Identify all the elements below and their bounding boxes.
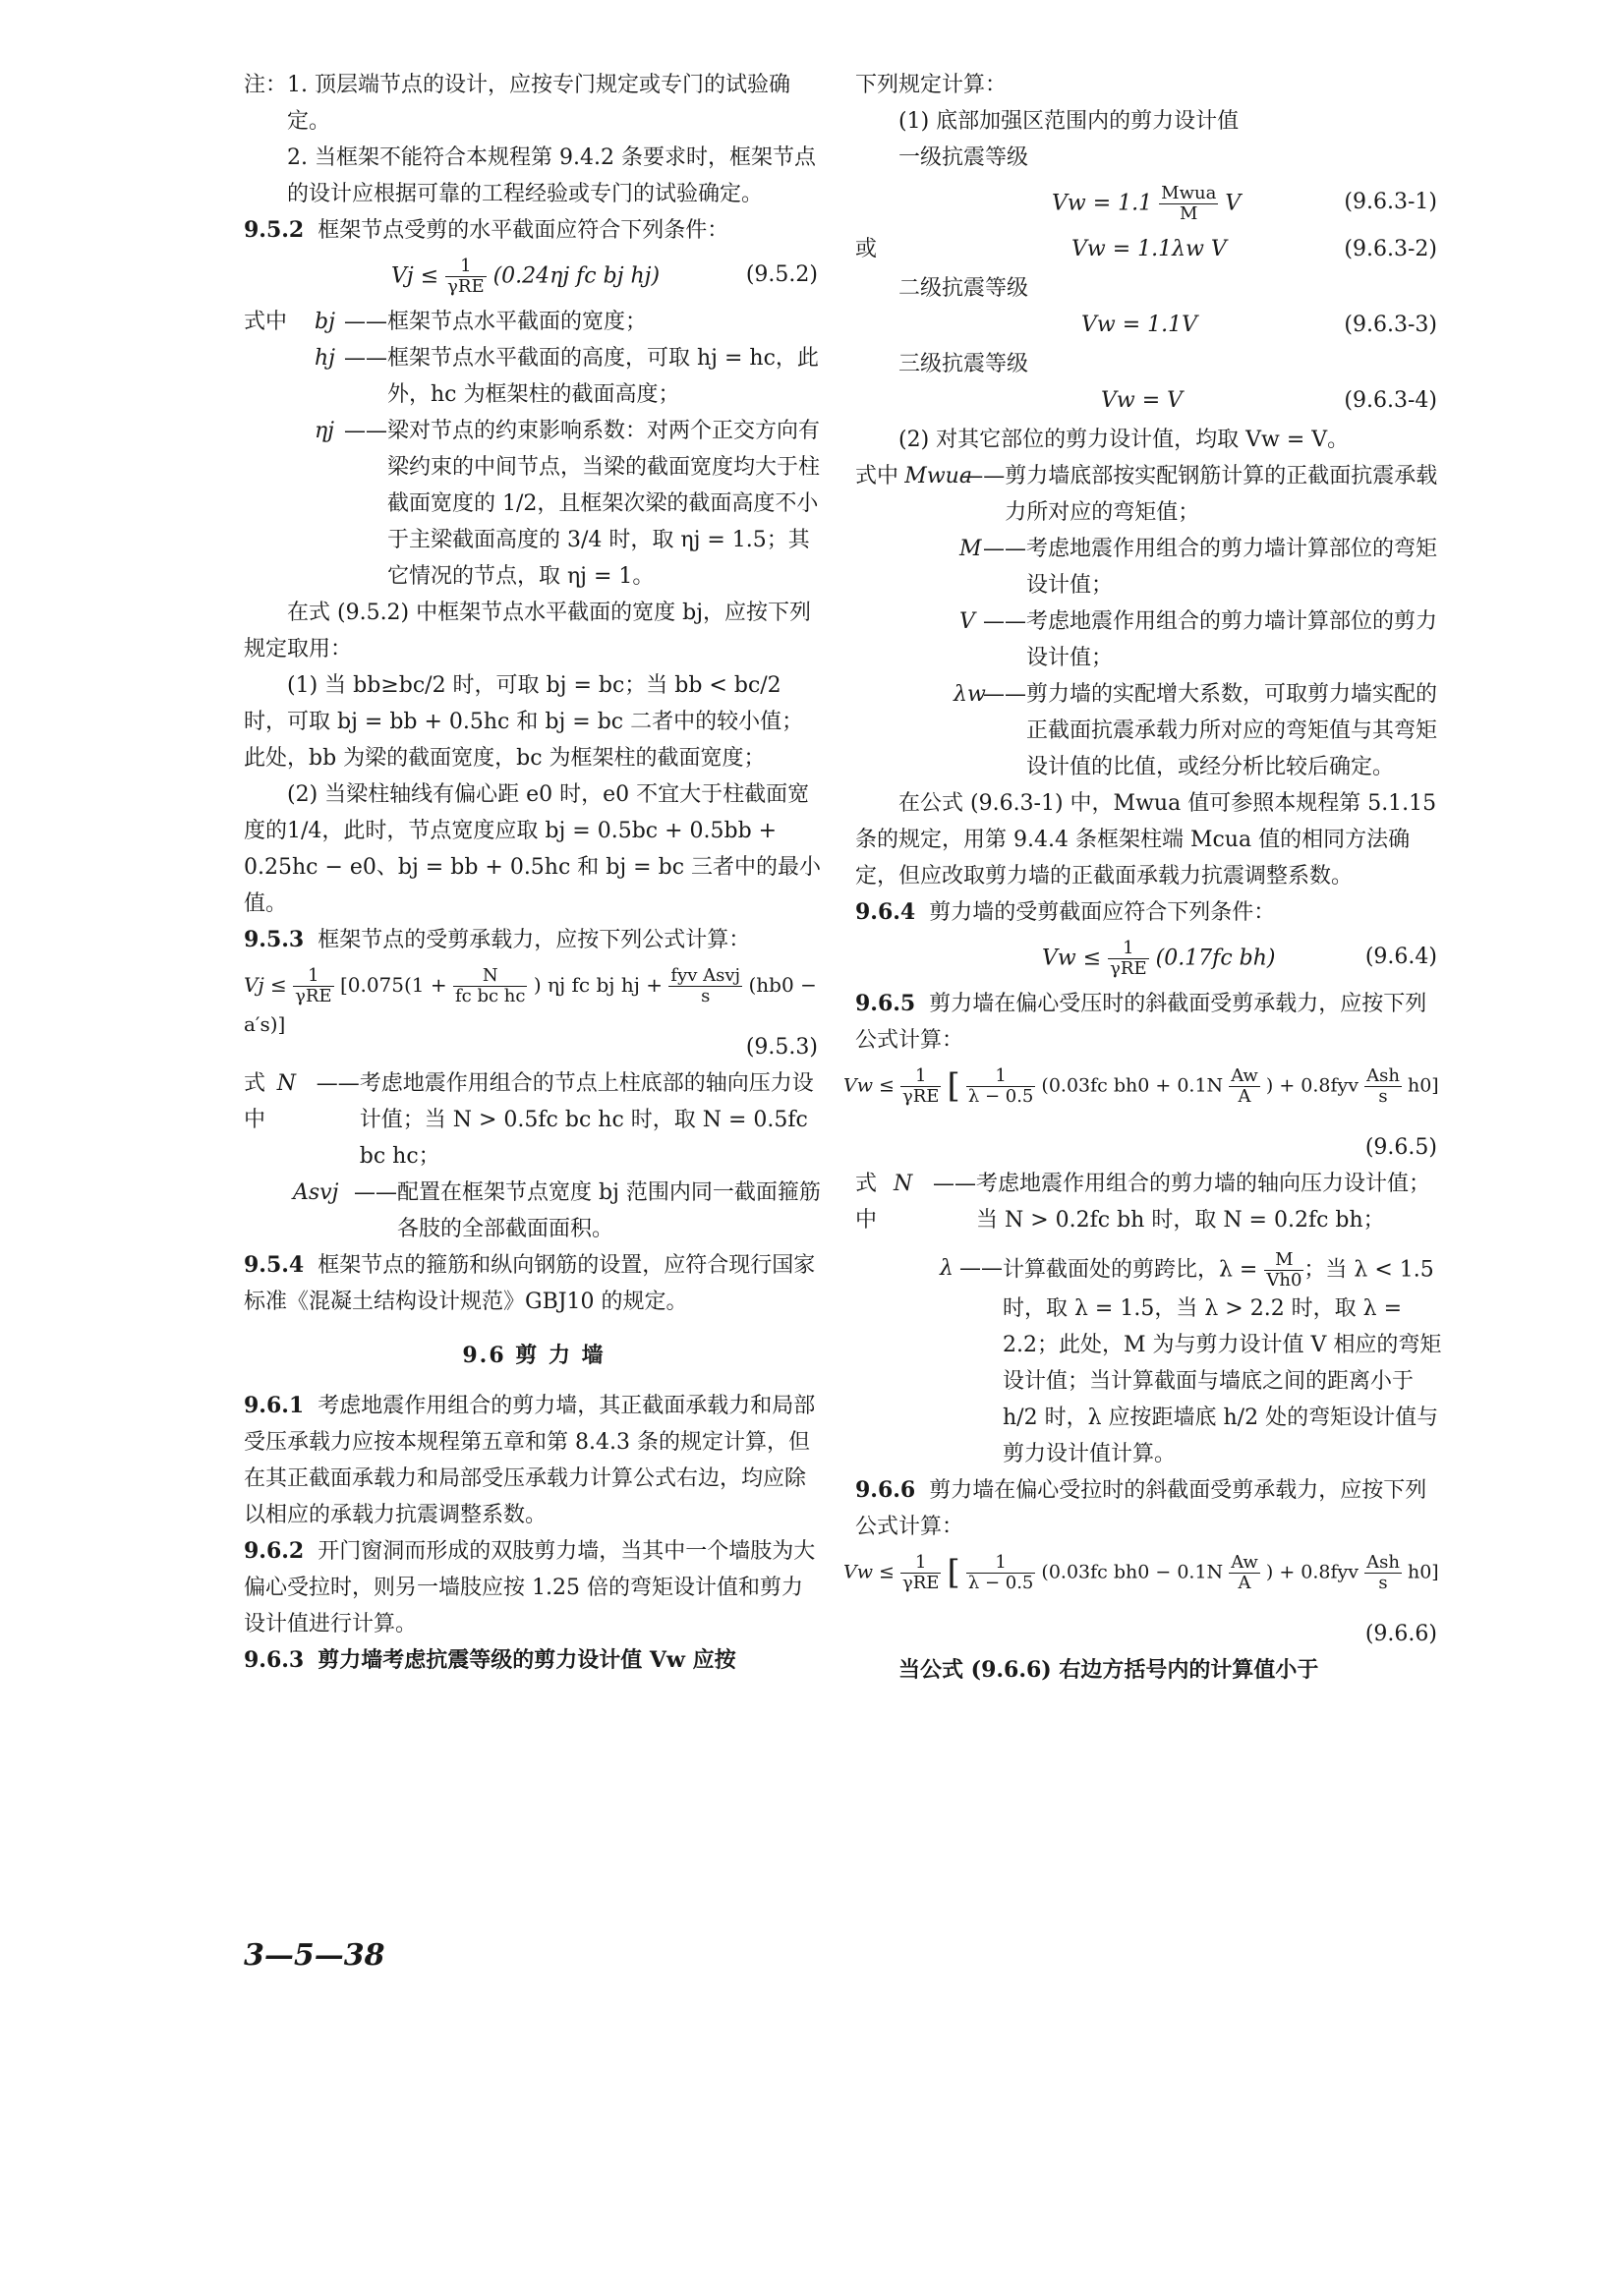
definition-v: V —— 考虑地震作用组合的剪力墙计算部位的剪力设计值；	[855, 603, 1443, 676]
clause-text: 剪力墙的受剪截面应符合下列条件：	[929, 900, 1276, 925]
fraction-denominator: λ − 0.5	[967, 1573, 1034, 1593]
fraction	[1229, 1553, 1260, 1593]
equation-part: h0]	[1407, 1561, 1439, 1583]
fraction-numerator: Aw	[1231, 1065, 1258, 1086]
equation-part: h0]	[1407, 1074, 1439, 1097]
fraction	[668, 966, 742, 1006]
grade-3-label: 三级抗震等级	[898, 352, 1029, 376]
equation-number: (9.6.5)	[1364, 1135, 1437, 1160]
fraction	[1264, 1250, 1303, 1291]
fraction	[293, 966, 333, 1006]
fraction	[966, 1066, 1036, 1107]
clause-text: 框架节点受剪的水平截面应符合下列条件：	[318, 218, 729, 243]
fraction-denominator: A	[1238, 1573, 1251, 1593]
definition-text: 考虑地震作用组合的剪力墙计算部位的剪力设计值；	[1026, 609, 1438, 670]
clause-text: 考虑地震作用组合的剪力墙，其正截面承载力和局部受压承载力应按本规程第五章和第 8.4.3 条的规定计算，但在其正截面承载力和局部受压承载力计算公式右边，均应除以相应的承载力抗震调整系数。	[244, 1394, 816, 1527]
fraction	[1229, 1066, 1260, 1107]
symbol: ηj	[315, 419, 335, 443]
symbol: N	[276, 1071, 297, 1096]
note-label: 注：	[244, 73, 288, 97]
grade-1-label: 一级抗震等级	[898, 145, 1029, 170]
equation-9-6-4	[855, 931, 1443, 986]
fraction-denominator: γRE	[902, 1086, 940, 1107]
clause-9-6-3	[244, 1642, 824, 1679]
equation-number: (9.6.4)	[1364, 945, 1437, 969]
symbol: N	[893, 1172, 913, 1196]
equation-number: (9.6.3-3)	[1344, 313, 1437, 337]
fraction	[900, 1066, 941, 1107]
fraction-denominator: s	[701, 986, 711, 1006]
clause-number: 9.5.2	[244, 217, 305, 243]
list-item-2: (2) 当梁柱轴线有偏心距 e0 时，e0 不宜大于柱截面宽度的1/4，此时，节点宽度应取 bj = 0.5bc + 0.5bb + 0.25hc − e0、bj = bb + 0.5hc 和 bj = bc 三者中的最小值。	[244, 782, 822, 916]
clause-text: 剪力墙在偏心受压时的斜截面受剪承载力，应按下列公式计算：	[855, 992, 1427, 1053]
where-label: 式中	[855, 1172, 878, 1233]
fraction	[445, 257, 486, 297]
fraction	[966, 1553, 1036, 1593]
equation-part: (0.03fc bh0 − 0.1N	[1041, 1561, 1224, 1583]
clause-number: 9.6.5	[855, 991, 916, 1016]
definition-mwua: 式中 Mwua —— 剪力墙底部按实配钢筋计算的正截面抗震承载力所对应的弯矩值；	[855, 458, 1443, 531]
note-item-1: 1. 顶层端节点的设计，应按专门规定或专门的试验确定。	[287, 73, 791, 134]
equation-number: (9.5.2)	[745, 262, 818, 287]
clause-number: 9.5.3	[244, 927, 305, 952]
fraction-denominator: γRE	[1110, 958, 1147, 979]
equation-part: (0.03fc bh0 + 0.1N	[1041, 1074, 1224, 1097]
list-item-1: (1) 当 bb≥bc/2 时，可取 bj = bc；当 bb < bc/2 时，可取 bj = bb + 0.5hc 和 bj = bc 二者中的较小值；此处，bb 为梁的截面宽度，bc 为框架柱的截面宽度；	[244, 673, 804, 771]
equation-rhs: (0.24ηj fc bj hj)	[492, 263, 661, 289]
equation-body: Vw = 1.1λw V	[1071, 237, 1227, 261]
definition-lambda-w: λw —— 剪力墙的实配增大系数，可取剪力墙实配的正截面抗震承载力所对应的弯矩值与其弯矩设计值的比值，或经分析比较后确定。	[855, 676, 1443, 785]
sub-item-1: (1) 底部加强区范围内的剪力设计值	[898, 109, 1240, 134]
fraction-numerator: 1	[1108, 939, 1148, 959]
equation-9-6-6	[843, 1545, 1443, 1616]
equation-body: Vw ≤ $\frac{1}{\text{γRE}}$ [ $\frac{1}{\lambda - 0.5}$ (0.03fc bh0 + 0.1N $\frac{Aw}{A}$ ) + 0.8fyv $\frac{\text{Ash}}{s}$ h0]	[843, 1065, 1439, 1107]
definition-text: 剪力墙的实配增大系数，可取剪力墙实配的正截面抗震承载力所对应的弯矩值与其弯矩设计值的比值，或经分析比较后确定。	[1026, 682, 1438, 779]
clause-text: 剪力墙考虑抗震等级的剪力设计值 Vw 应按	[318, 1647, 736, 1673]
definition-text: 配置在框架节点宽度 bj 范围内同一截面箍筋各肢的全部截面面积。	[397, 1180, 821, 1241]
clause-text: 框架节点的箍筋和纵向钢筋的设置，应符合现行国家标准《混凝土结构设计规范》GBJ10 的规定。	[244, 1253, 816, 1314]
equation-rhs: (0.17fc bh)	[1155, 946, 1276, 971]
fraction-numerator: N	[453, 966, 527, 987]
equation-number: (9.6.3-1)	[1344, 190, 1437, 214]
equation-9-6-3-4	[855, 382, 1443, 422]
equation-body	[1052, 184, 1241, 224]
equation-body	[391, 257, 660, 297]
equation-body: Vw = 1.1V	[1081, 313, 1198, 337]
equation-part: [0.075(1 +	[339, 973, 447, 997]
definition-text: 剪力墙底部按实配钢筋计算的正截面抗震承载力所对应的弯矩值；	[1005, 464, 1438, 525]
equation-part: (hb0 − a′s)]	[244, 973, 817, 1036]
symbol: M	[959, 537, 982, 561]
symbol: hj	[315, 346, 335, 371]
definition-hj: hj —— 框架节点水平截面的高度，可取 hj = hc，此外，hc 为框架柱的截面高度；	[244, 340, 824, 413]
clause-9-5-2	[244, 212, 824, 249]
clause-number: 9.5.4	[244, 1252, 305, 1278]
symbol: V	[959, 609, 975, 634]
clause-text: 框架节点的受剪承载力，应按下列公式计算：	[318, 928, 751, 952]
clause-9-6-4	[855, 894, 1443, 931]
equation-9-6-3-2	[855, 231, 1443, 270]
section-title: 9.6 剪 力 墙	[462, 1343, 606, 1368]
equation-9-6-3-1	[855, 176, 1443, 231]
definition-m: M —— 考虑地震作用组合的剪力墙计算部位的弯矩设计值；	[855, 531, 1443, 603]
fraction-denominator: A	[1238, 1086, 1251, 1107]
fraction-denominator: γRE	[295, 986, 332, 1006]
fraction-denominator: γRE	[902, 1573, 940, 1593]
equation-number: (9.6.3-4)	[1344, 388, 1437, 413]
equation-lhs: Vj ≤	[244, 973, 287, 997]
fraction-numerator: 1	[445, 257, 486, 277]
equation-9-5-2	[244, 249, 824, 304]
fraction-denominator: s	[1378, 1086, 1388, 1107]
equation-9-6-5	[843, 1059, 1443, 1129]
equation-lhs: Vj ≤	[391, 263, 439, 289]
equation-9-6-3-3	[855, 307, 1443, 346]
equation-9-5-3	[244, 958, 824, 1036]
clause-continuation: 下列规定计算：	[855, 73, 1008, 97]
where-label: 式中	[244, 1071, 266, 1132]
right-column	[843, 67, 1443, 1689]
left-column	[244, 67, 824, 1679]
equation-body	[244, 966, 824, 1043]
equation-lhs: Vw ≤	[843, 1561, 895, 1583]
fraction	[453, 966, 527, 1006]
clause-number: 9.6.2	[244, 1538, 305, 1564]
fraction-numerator: Ash	[1366, 1552, 1400, 1573]
equation-part: ) + 0.8fyv	[1265, 1074, 1359, 1097]
clause-9-6-6	[855, 1472, 1443, 1545]
fraction-denominator: fc bc hc	[455, 986, 526, 1006]
definition-text: 考虑地震作用组合的剪力墙的轴向压力设计值；当 N > 0.2fc bh 时，取 N = 0.2fc bh；	[975, 1172, 1430, 1233]
clause-9-6-5	[855, 986, 1443, 1059]
definition-text-part: ；当 λ < 1.5 时，取 λ = 1.5，当 λ > 2.2 时，取 λ = 2.2；此处，M 为与剪力设计值 V 相应的弯矩设计值；当计算截面与墙底之间的距离小于 h/2 时，λ 应按距墙底 h/2 处的弯矩设计值与剪力设计值计算。	[1003, 1257, 1442, 1466]
clause-number: 9.6.3	[244, 1647, 305, 1673]
fraction-numerator: 1	[966, 1066, 1036, 1087]
paragraph-bj: 在式 (9.5.2) 中框架节点水平截面的宽度 bj，应按下列规定取用：	[244, 601, 812, 661]
clause-text: 剪力墙在偏心受拉时的斜截面受剪承载力，应按下列公式计算：	[855, 1478, 1427, 1539]
fraction-denominator: M	[1180, 203, 1198, 224]
fraction	[1159, 184, 1218, 224]
definition-asvj: Asvj —— 配置在框架节点宽度 bj 范围内同一截面箍筋各肢的全部截面面积。	[244, 1175, 824, 1247]
equation-number: (9.6.3-2)	[1344, 237, 1437, 261]
equation-body	[1042, 939, 1275, 979]
fraction-numerator: 1	[966, 1553, 1036, 1574]
clause-9-5-3	[244, 922, 824, 958]
note-items	[287, 67, 824, 212]
clause-text: 开门窗洞而形成的双肢剪力墙，当其中一个墙肢为大偏心受拉时，则另一墙肢应按 1.25 倍的弯矩设计值和剪力设计值进行计算。	[244, 1539, 816, 1636]
fraction-denominator: γRE	[447, 276, 485, 297]
note-block	[244, 67, 824, 212]
clause-9-5-4	[244, 1247, 824, 1320]
fraction-denominator: λ − 0.5	[967, 1086, 1034, 1107]
grade-2-label: 二级抗震等级	[898, 276, 1029, 301]
fraction-denominator: Vh0	[1266, 1270, 1302, 1291]
paragraph-9-6-3: 在公式 (9.6.3-1) 中，Mwua 值可参照本规程第 5.1.15 条的规定，用第 9.4.4 条框架柱端 Mcua 值的相同方法确定，但应改取剪力墙的正截面承载力抗震调整系数。	[855, 791, 1437, 889]
fraction-numerator: M	[1264, 1250, 1303, 1271]
clause-number: 9.6.1	[244, 1393, 305, 1418]
symbol: bj	[315, 310, 335, 334]
fraction-numerator: Ash	[1366, 1065, 1400, 1086]
fraction-numerator: 1	[900, 1553, 941, 1574]
clause-number: 9.6.4	[855, 899, 916, 925]
definition-text: 梁对节点的约束影响系数：对两个正交方向有梁约束的中间节点，当梁的截面宽度均大于柱截面宽度的 1/2，且框架次梁的截面高度不小于主梁截面高度的 3/4 时，取 ηj = 1.5；其它情况的节点，取 ηj = 1。	[387, 419, 821, 589]
equation-number: (9.5.3)	[745, 1035, 818, 1060]
definition-text: 考虑地震作用组合的节点上柱底部的轴向压力设计值；当 N > 0.5fc bc hc 时，取 N = 0.5fc bc hc；	[359, 1071, 814, 1169]
paragraph-9-6-6: 当公式 (9.6.6) 右边方括号内的计算值小于	[898, 1657, 1319, 1683]
fraction-numerator: Mwua	[1161, 183, 1217, 203]
equation-body: Vw ≤ $\frac{1}{\text{γRE}}$ [ $\frac{1}{\lambda - 0.5}$ (0.03fc bh0 − 0.1N $\frac{Aw}{A}$ ) + 0.8fyv $\frac{\text{Ash}}{s}$ h0]	[843, 1552, 1439, 1593]
fraction	[900, 1553, 941, 1593]
equation-part: ) + 0.8fyv	[1265, 1561, 1359, 1583]
equation-rhs: V	[1225, 191, 1242, 216]
definition-n: 式中 N —— 考虑地震作用组合的节点上柱底部的轴向压力设计值；当 N > 0.5fc bc hc 时，取 N = 0.5fc bc hc；	[244, 1065, 824, 1175]
definition-text: 框架节点水平截面的宽度；	[387, 310, 648, 334]
clause-number: 9.6.6	[855, 1477, 916, 1503]
fraction-numerator: 1	[293, 966, 333, 987]
equation-lhs: Vw ≤	[843, 1074, 895, 1097]
fraction	[1108, 939, 1148, 979]
definition-lambda: λ —— 计算截面处的剪跨比，λ = $\frac{M}{Vh0}$ ；当 λ < 1.5 时，取 λ = 1.5，当 λ > 2.2 时，取 λ = 2.2；此处，M 为与剪力设计值 V 相应的弯矩设计值；当计算截面与墙底之间的距离小于 h/2 时，λ 应按距墙底 h/2 处的弯矩设计值与剪力设计值计算。	[855, 1250, 1443, 1472]
definition-eta: ηj —— 梁对节点的约束影响系数：对两个正交方向有梁约束的中间节点，当梁的截面宽度均大于柱截面宽度的 1/2，且框架次梁的截面高度不小于主梁截面高度的 3/4 时，取 ηj = 1.5；其它情况的节点，取 ηj = 1。	[244, 413, 824, 595]
sub-item-2: (2) 对其它部位的剪力设计值，均取 Vw = V。	[898, 428, 1350, 452]
fraction-numerator: fyv Asvj	[670, 965, 741, 986]
equation-part: ) ηj fc bj hj +	[533, 973, 664, 997]
definition-bj: 式中 bj —— 框架节点水平截面的宽度；	[244, 304, 824, 340]
symbol: λ	[940, 1256, 954, 1281]
fraction-numerator: Aw	[1231, 1552, 1258, 1573]
symbol: Mwua	[904, 464, 972, 488]
definition-text: 考虑地震作用组合的剪力墙计算部位的弯矩设计值；	[1026, 537, 1438, 598]
equation-body: Vw = V	[1101, 388, 1184, 413]
clause-9-6-1	[244, 1388, 824, 1533]
note-item-2: 2. 当框架不能符合本规程第 9.4.2 条要求时，框架节点的设计应根据可靠的工程经验或专门的试验确定。	[287, 145, 816, 206]
fraction-denominator: s	[1378, 1573, 1388, 1593]
equation-lhs: Vw ≤	[1042, 946, 1102, 971]
or-label: 或	[855, 237, 878, 261]
where-label: 式中	[244, 310, 288, 334]
symbol: λw	[954, 682, 986, 707]
symbol: Asvj	[293, 1180, 339, 1205]
definition-text: 框架节点水平截面的高度，可取 hj = hc，此外，hc 为框架柱的截面高度；	[387, 346, 819, 407]
definition-n-wall: 式中 N —— 考虑地震作用组合的剪力墙的轴向压力设计值；当 N > 0.2fc bh 时，取 N = 0.2fc bh；	[855, 1166, 1443, 1238]
definition-text	[1003, 1250, 1443, 1472]
equation-number: (9.6.6)	[1364, 1622, 1437, 1646]
fraction	[1364, 1553, 1402, 1593]
fraction-numerator: 1	[900, 1066, 941, 1087]
definition-text-part: 计算截面处的剪跨比，λ =	[1003, 1257, 1258, 1283]
where-label: 式中	[855, 464, 899, 488]
fraction	[1364, 1066, 1402, 1107]
page-number: 3—5—38	[244, 1938, 385, 1973]
equation-lhs: Vw = 1.1	[1052, 191, 1153, 216]
clause-9-6-2	[244, 1533, 824, 1642]
